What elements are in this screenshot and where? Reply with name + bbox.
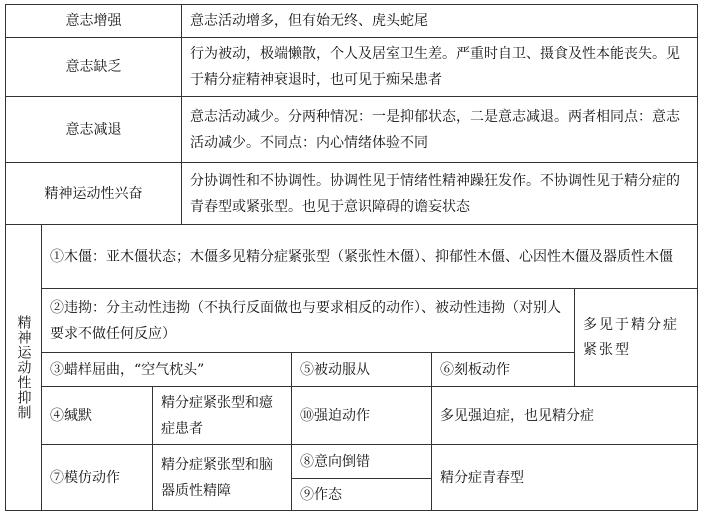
hebephrenic-note: 精分症青春型 — [440, 469, 524, 486]
item-stupor-cell — [41, 224, 698, 288]
item-waxy-cell — [41, 352, 291, 386]
symptom-table — [5, 4, 698, 511]
item-negativism: ②违拗：分主动性违拗（不执行反面做也与要求相反的动作）、被动性违拗（对别人要求不做任何反应） — [50, 299, 561, 342]
term-psychomotor-excitement: 精神运动性兴奋 — [44, 185, 143, 202]
inhibition-label: 精神运动性抑制 — [15, 315, 32, 420]
item-obedience-cell — [291, 352, 431, 386]
term-cell — [5, 4, 181, 37]
term-cell — [5, 162, 181, 224]
item-stereotypy-cell — [431, 352, 574, 386]
term-will-enhanced: 意志增强 — [65, 13, 122, 29]
term-cell — [5, 37, 181, 96]
item-echopraxia-note-cell — [152, 444, 291, 511]
desc-cell — [181, 4, 698, 37]
item-mutism: ④缄默 — [50, 407, 92, 424]
item-negativism-cell — [41, 288, 574, 352]
item-mannerism-cell — [291, 478, 431, 511]
catatonic-note: 多见于精分症紧张型 — [583, 316, 679, 358]
item-mutism-note-cell — [152, 386, 291, 444]
item-echopraxia: ⑦模仿动作 — [50, 469, 120, 486]
desc-cell — [181, 37, 698, 96]
item-echopraxia-cell — [41, 444, 152, 511]
item-mutism-note: 精分症紧张型和癔症患者 — [161, 394, 273, 437]
desc-psychomotor-excitement: 分协调性和不协调性。协调性见于情绪性精神躁狂发作。不协调性见于精分症的青春型或紧张型。也见于意识障碍的谵妄状态 — [190, 172, 680, 215]
item-mannerism: ⑨作态 — [300, 486, 342, 503]
item-compulsion-cell — [291, 386, 431, 444]
desc-will-lack: 行为被动，极端懒散，个人及居室卫生差。严重时自卫、摄食及性本能丧失。见于精分症精神衰退时，也可见于痴呆患者 — [190, 46, 680, 88]
item-echopraxia-note: 精分症紧张型和脑器质性精障 — [161, 456, 273, 499]
item-compulsive-note: 多见强迫症，也见精分症 — [440, 407, 594, 424]
item-waxy-flexibility: ③蜡样屈曲，“空气枕头” — [50, 361, 205, 378]
item-parabulia: ⑧意向倒错 — [300, 453, 370, 470]
item-parabulia-cell — [291, 444, 431, 478]
item-stereotypy: ⑥刻板动作 — [440, 361, 510, 378]
desc-will-decrease: 意志活动减少。分两种情况：一是抑郁状态，二是意志减退。两者相同点：意志活动减少。不同点：内心情绪体验不同 — [190, 108, 680, 151]
item-compulsion-note-cell — [431, 386, 698, 444]
desc-cell — [181, 162, 698, 224]
desc-will-enhanced: 意志活动增多，但有始无终、虎头蛇尾 — [190, 13, 428, 29]
item-passive-obedience: ⑤被动服从 — [300, 361, 370, 378]
item-mutism-cell — [41, 386, 152, 444]
term-cell — [5, 96, 181, 162]
item-stupor: ①木僵：亚木僵状态；木僵多见精分症紧张型（紧张性木僵）、抑郁性木僵、心因性木僵及器质性木僵 — [50, 248, 673, 265]
term-will-decrease: 意志减退 — [65, 121, 122, 138]
inhibition-label-cell — [5, 224, 41, 511]
term-will-lack: 意志缺乏 — [65, 59, 122, 75]
item-compulsive-act: ⑩强迫动作 — [300, 407, 370, 424]
hebephrenic-note-cell — [431, 444, 698, 511]
catatonic-note-cell — [574, 288, 698, 386]
desc-cell — [181, 96, 698, 162]
